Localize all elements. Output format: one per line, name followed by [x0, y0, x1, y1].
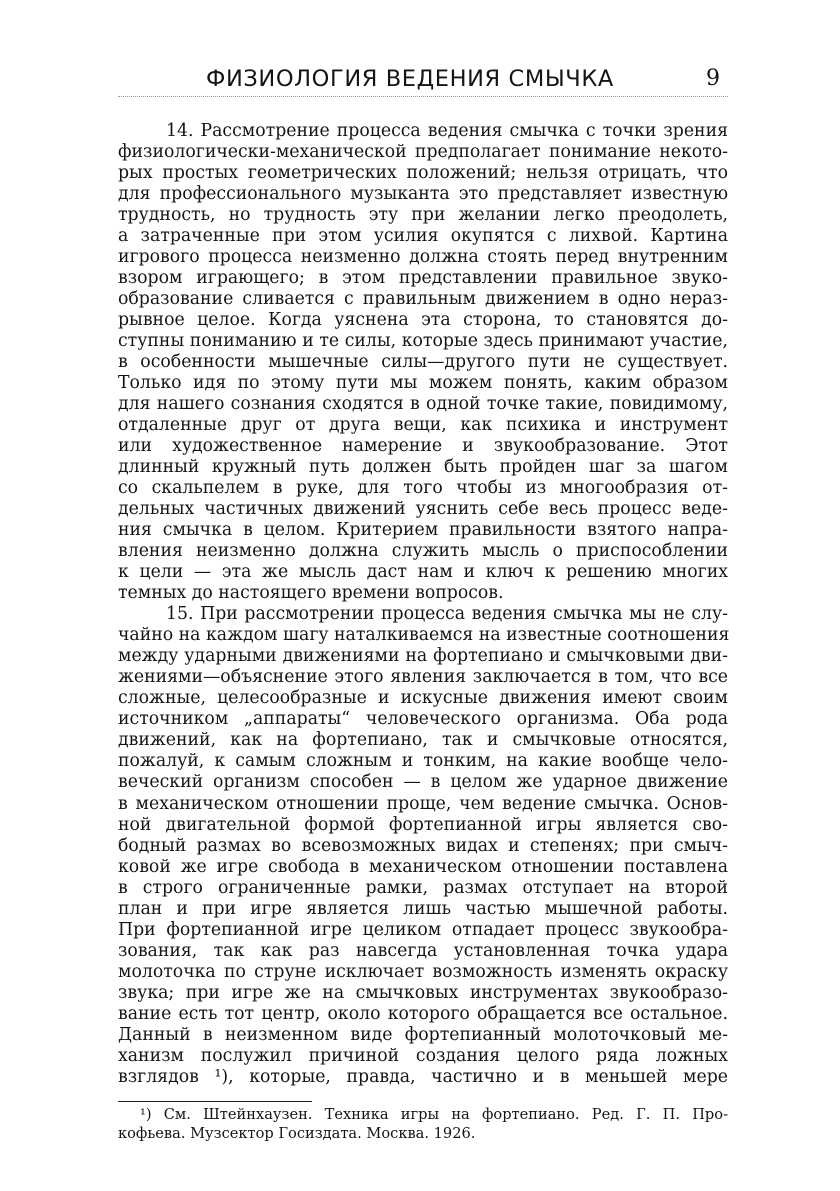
text-line: звука; при игре же на смычковых инструментах звукообразо- [118, 982, 728, 1003]
footnote [118, 1105, 728, 1143]
text-line: ковой же игре свобода в механическом отношении поставлена [118, 856, 728, 877]
header-divider [118, 96, 728, 97]
paragraph-14-start: 14. Рассмотрение процесса ведения смычка с точки зрения [166, 121, 728, 141]
text-line: трудность, но трудность эту при желании легко преодолеть, [118, 205, 728, 226]
main-text [118, 121, 728, 1088]
text-line: отдаленные друг от друга вещи, как психика и инструмент [118, 415, 728, 436]
text-line: зования, так как раз навсегда установленная точка удара [118, 940, 728, 961]
text-line: образование сливается с правильным движением в одно нераз- [118, 289, 728, 310]
text-line: При фортепианной игре целиком отпадает процесс звукообра- [118, 919, 728, 940]
text-line: вления неизменно должна служить мысль о приспособлении [118, 541, 728, 562]
text-line: игрового процесса неизменно должна стоять перед внутренним [118, 247, 728, 268]
text-line: дельных частичных движений уяснить себе весь процесс веде- [118, 499, 728, 520]
text-line: сложные, целесообразные и искусные движения имеют своим [118, 688, 728, 709]
text-line: Только идя по этому пути мы можем понять, каким образом [118, 373, 728, 394]
text-line: источником „аппараты“ человеческого организма. Оба рода [118, 709, 728, 730]
text-line: веческий организм способен — в целом же ударное движение [118, 772, 728, 793]
text-line: между ударными движениями на фортепиано и смычковыми дви- [118, 646, 728, 667]
text-line: Данный в неизменном виде фортепианный молоточковый ме- [118, 1024, 728, 1045]
footnote-line: ¹) См. Штейнхаузен. Техника игры на фортепиано. Ред. Г. П. Про- [140, 1106, 728, 1123]
footnote-line: кофьева. Музсектор Госиздата. Москва. 1926. [118, 1125, 476, 1142]
text-line: ния смычка в целом. Критерием правильности взятого напра- [118, 520, 728, 541]
text-line: жениями—объяснение этого явления заключается в том, что все [118, 667, 728, 688]
text-line: ной двигательной формой фортепианной игры является сво- [118, 814, 728, 835]
running-title: ФИЗИОЛОГИЯ ВЕДЕНИЯ СМЫЧКА [206, 66, 614, 92]
text-line: или художественное намерение и звукообразование. Этот [118, 436, 728, 457]
text-line: план и при игре является лишь частью мышечной работы. [118, 898, 728, 919]
text-line: чайно на каждом шагу наталкиваемся на известные соотношения [118, 625, 730, 646]
text-line: в строго ограниченные рамки, размах отступает на второй [118, 877, 728, 898]
text-line: движений, как на фортепиано, так и смычковые относятся, [118, 730, 728, 751]
text-line-with-footnote-ref: взглядов ¹), которые, правда, частично и в меньшей мере [118, 1066, 728, 1087]
paragraph-15-start: 15. При рассмотрении процесса ведения смычка мы не слу- [166, 604, 728, 625]
text-line: для профессионального музыканта это представляет известную [118, 184, 728, 205]
text-line: в механическом отношении проще, чем ведение смычка. Основ- [118, 793, 728, 814]
text-line: молоточка по струне исключает возможность изменять окраску [118, 961, 728, 982]
text-line: со скальпелем в руке, для того чтобы из многообразия от- [118, 478, 728, 499]
text-line: пожалуй, к самым сложным и тонким, на какие вообще чело- [118, 751, 728, 772]
page-number: 9 [706, 66, 720, 91]
text-line: ханизм послужил причиной создания целого ряда ложных [118, 1045, 728, 1066]
text-line: ступны пониманию и те силы, которые здесь принимают участие, [118, 331, 728, 352]
running-header [118, 66, 728, 100]
text-line: бодный размах во всевозможных видах и степенях; при смыч- [118, 835, 728, 856]
text-line: в особенности мышечные силы—другого пути не существует. [118, 352, 728, 373]
text-line: взором играющего; в этом представлении правильное звуко- [118, 268, 728, 289]
text-line: к цели — эта же мысль даст нам и ключ к решению многих [118, 562, 728, 583]
text-line: а затраченные при этом усилия окупятся с лихвой. Картина [118, 226, 728, 247]
text-line: рывное целое. Когда уяснена эта сторона, то становятся до- [118, 310, 728, 331]
text-line: рых простых геометрических положений; нельзя отрицать, что [118, 163, 728, 184]
text-line: вание есть тот центр, около которого обращается все остальное. [118, 1003, 728, 1024]
text-line: длинный кружный путь должен быть пройден шаг за шагом [118, 457, 728, 478]
paragraph-14-end: темных до настоящего времени вопросов. [118, 583, 504, 604]
footnote-divider [118, 1101, 312, 1102]
text-line: для нашего сознания сходятся в одной точке такие, повидимому, [118, 394, 728, 415]
text-line: физиологически-механической предполагает понимание некото- [118, 142, 728, 163]
